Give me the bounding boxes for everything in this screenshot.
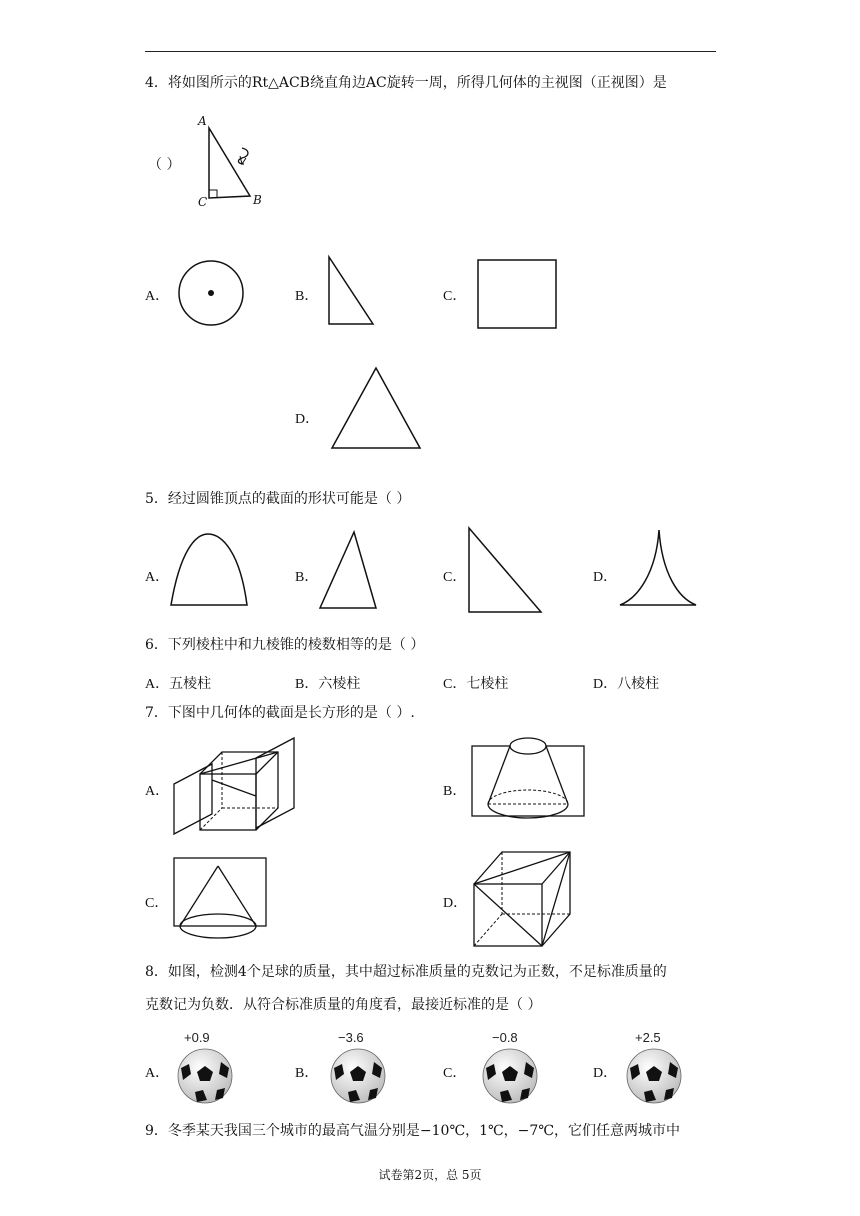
q8-ball-a-value: +0.9 [184, 1030, 210, 1045]
q4-option-b-label: B． [295, 289, 319, 304]
q8-ball-b-value: −3.6 [338, 1030, 364, 1045]
q9-stem: 9．冬季某天我国三个城市的最高气温分别是−10℃，1℃，−7℃，它们任意两城市中 [145, 1123, 680, 1139]
q5-option-c-label: C． [443, 570, 467, 585]
q6-stem: 6．下列棱柱中和九棱锥的棱数相等的是（ ） [145, 637, 425, 653]
q8-option-c-label: C． [443, 1066, 467, 1081]
q4-label-c: C [198, 195, 208, 209]
q4-option-c-label: C． [443, 289, 467, 304]
q5-option-c-right-triangle [467, 526, 545, 616]
q5-stem: 5．经过圆锥顶点的截面的形状可能是（ ） [145, 491, 411, 507]
q8-ball-c-value: −0.8 [492, 1030, 518, 1045]
q7-option-d-cube-section [470, 848, 574, 948]
q7-option-c-label: C． [145, 896, 169, 911]
q4-option-a-circle [178, 259, 248, 329]
q4-option-a-label: A． [145, 289, 170, 304]
q8-ball-d-soccer-icon [626, 1048, 684, 1106]
q5-option-b-label: B． [295, 570, 319, 585]
page-footer: 试卷第2页，总 5页 [378, 1168, 482, 1182]
q4-option-c-square [477, 259, 559, 331]
q7-option-b-label: B． [443, 784, 467, 799]
q8-ball-d-value: +2.5 [635, 1030, 661, 1045]
q6-option-a: A．五棱柱 [145, 677, 212, 692]
q8-ball-c-soccer-icon [482, 1048, 540, 1106]
q4-option-d-triangle [330, 366, 424, 450]
q6-option-c: C．七棱柱 [443, 677, 509, 692]
q7-option-a-cube-plane [172, 736, 298, 838]
q7-option-c-cone-plane [172, 856, 268, 942]
q5-option-a-label: A． [145, 570, 170, 585]
q4-stem: 4．将如图所示的Rt△ACB绕直角边AC旋转一周，所得几何体的主视图（正视图）是 [145, 75, 667, 91]
q8-option-d-label: D． [593, 1066, 618, 1081]
q8-stem-line2: 克数记为负数．从符合标准质量的角度看，最接近标准的是（ ） [145, 997, 542, 1013]
q5-option-b-triangle [318, 530, 380, 610]
q4-answer-paren: （ ） [148, 157, 181, 173]
q4-label-a: A [198, 114, 207, 128]
q7-stem: 7．下图中几何体的截面是长方形的是（ ）. [145, 705, 415, 721]
q6-option-d: D．八棱柱 [593, 677, 660, 692]
q4-option-d-label: D． [295, 412, 320, 427]
q8-option-b-label: B． [295, 1066, 319, 1081]
q5-option-d-label: D． [593, 570, 618, 585]
q8-option-a-label: A． [145, 1066, 170, 1081]
q6-option-b: B．六棱柱 [295, 677, 361, 692]
q7-option-b-frustum-plane [470, 736, 588, 836]
q8-ball-a-soccer-icon [177, 1048, 235, 1106]
q5-option-a-parabola [170, 532, 250, 608]
q8-stem-line1: 8．如图，检测4个足球的质量，其中超过标准质量的克数记为正数，不足标准质量的 [145, 964, 667, 980]
q4-label-b: B [253, 193, 262, 207]
q4-option-b-triangle [328, 256, 378, 328]
q7-option-d-label: D． [443, 896, 468, 911]
q5-option-d-cusp-shape [618, 528, 700, 608]
q8-ball-b-soccer-icon [330, 1048, 388, 1106]
header-rule [145, 51, 716, 52]
q7-option-a-label: A． [145, 784, 170, 799]
